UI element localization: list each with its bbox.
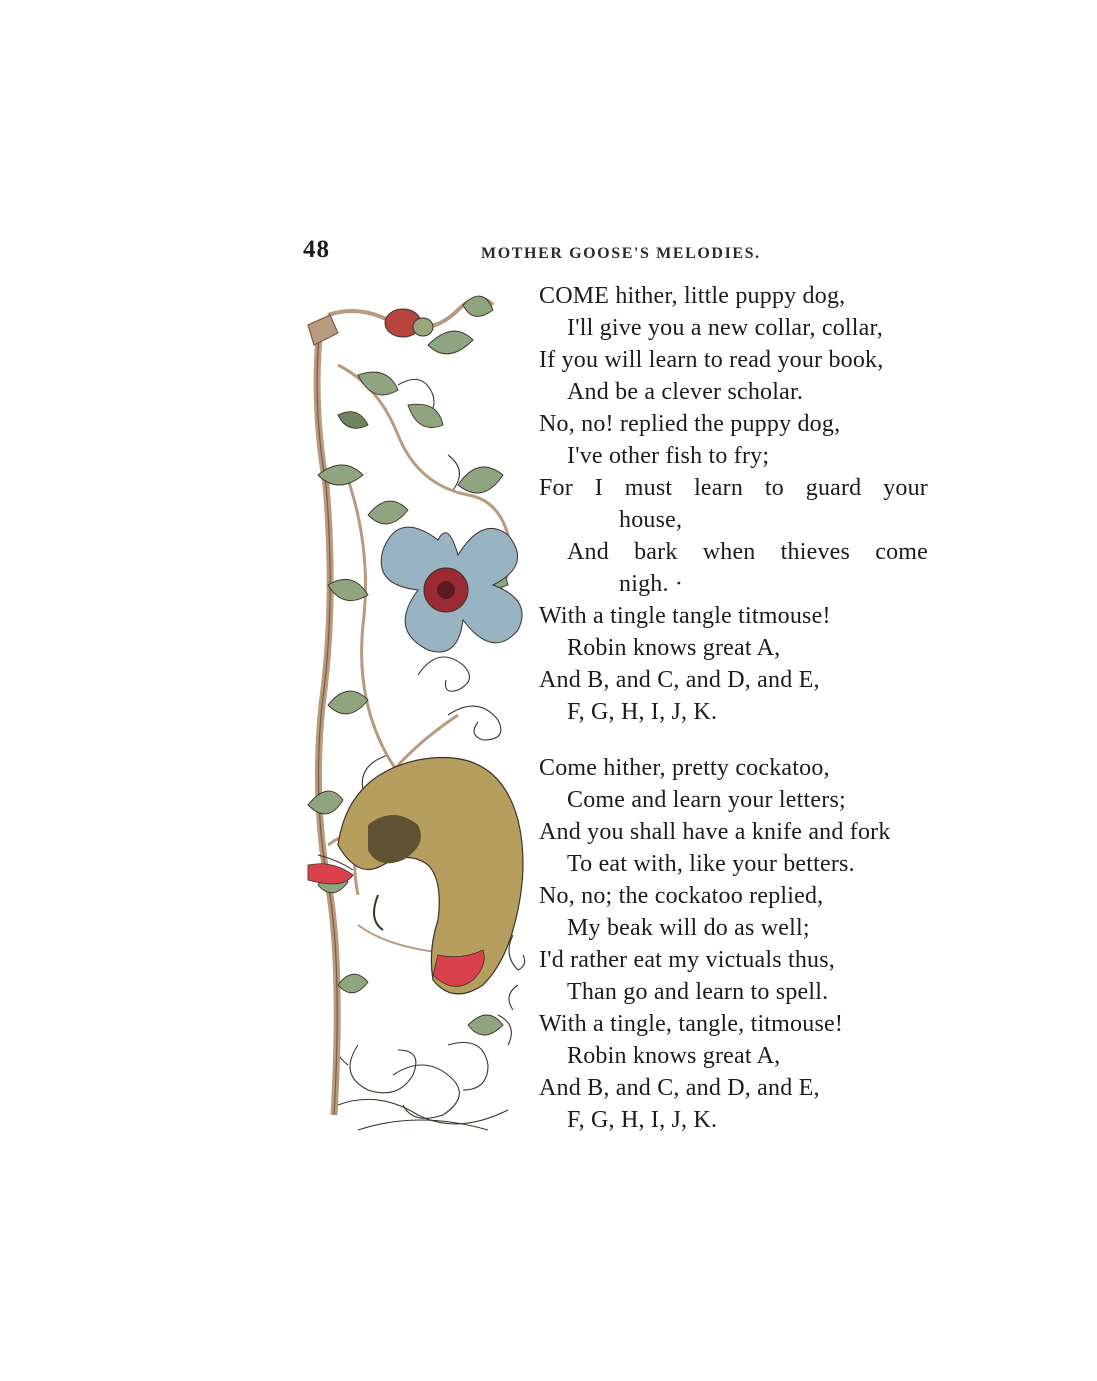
poem-line: nigh. · [619,571,684,597]
poem-line: Come and learn your letters; [567,787,846,813]
poem-line: COME hither, little puppy dog, [539,283,846,309]
poem-line: Robin knows great A, [567,1043,781,1069]
poem-line: I'll give you a new collar, collar, [567,315,883,341]
poem-line: And B, and C, and D, and E, [539,667,820,693]
poem-line: And you shall have a knife and fork [539,819,891,845]
poem-line: For I must learn to guard your [539,475,928,501]
poem-line: house, [619,507,683,533]
poem-line: F, G, H, I, J, K. [567,699,718,725]
poem-line: I'd rather eat my victuals thus, [539,947,835,973]
vine-and-bird-illustration [298,285,530,1143]
page-number: 48 [303,236,330,263]
bud [385,309,433,337]
poem-line: Than go and learn to spell. [567,979,829,1005]
poem-line: With a tingle tangle titmouse! [539,603,831,629]
curl-ornaments [335,379,525,1130]
bird [308,758,523,994]
poem-line: And B, and C, and D, and E, [539,1075,820,1101]
poem-line: No, no! replied the puppy dog, [539,411,841,437]
poem-line: No, no; the cockatoo replied, [539,883,824,909]
poem-line: And be a clever scholar. [567,379,804,405]
poem-line: And bark when thieves come [567,539,928,565]
poem-line: Come hither, pretty cockatoo, [539,755,830,781]
poem-line: With a tingle, tangle, titmouse! [539,1011,844,1037]
poem-line: I've other fish to fry; [567,443,770,469]
flower [381,527,522,652]
poem-line: My beak will do as well; [567,915,810,941]
poem-line: Robin knows great A, [567,635,781,661]
poem-line: If you will learn to read your book, [539,347,884,373]
poem-line: To eat with, like your betters. [567,851,855,877]
running-title: MOTHER GOOSE'S MELODIES. [481,245,761,262]
poem-line: F, G, H, I, J, K. [567,1107,718,1133]
page-header [303,236,943,270]
